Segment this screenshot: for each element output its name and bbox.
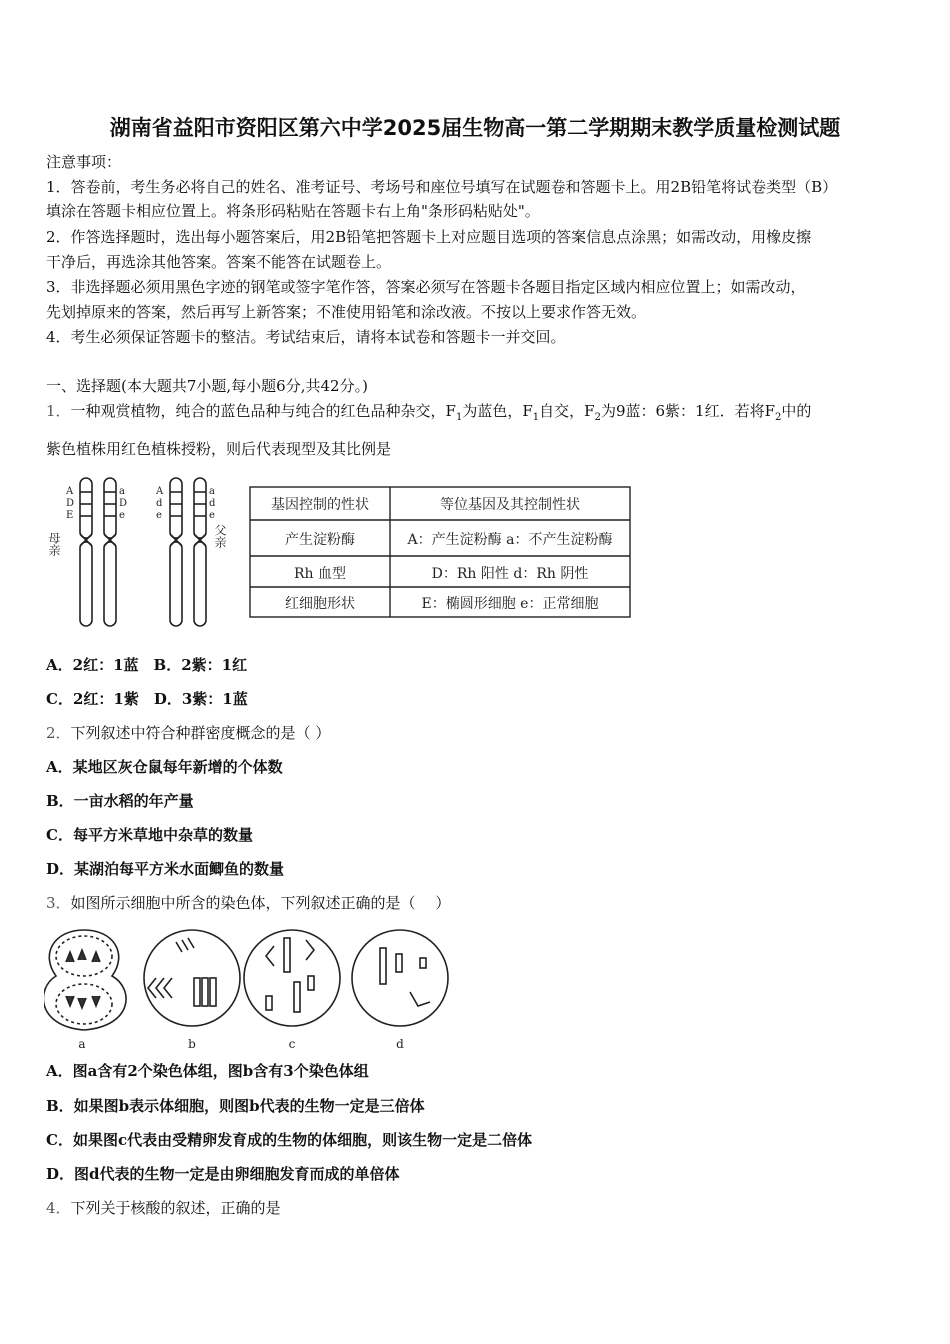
notice-line: 2．作答选择题时，选出每小题答案后，用2B铅笔把答题卡上对应题目选项的答案信息点涂黑；如需改动，用橡皮擦: [46, 228, 812, 246]
allele-label: E: [66, 510, 74, 521]
father-label: 父亲: [213, 524, 227, 548]
table-header: 等位基因及其控制性状: [440, 497, 580, 513]
figure-label: c: [288, 1037, 296, 1051]
q1-option-line: C．2红：1紫 D．3紫：1蓝: [46, 690, 248, 708]
notice-line: 4．考生必须保证答题卡的整洁。考试结束后，请将本试卷和答题卡一并交回。: [46, 328, 566, 346]
question-number: 1．: [46, 402, 71, 420]
q2-option: D．某湖泊每平方米水面鲫鱼的数量: [46, 860, 285, 878]
cell-b: [144, 930, 240, 1026]
q2-option: A．某地区灰仓鼠每年新增的个体数: [46, 758, 283, 776]
notice-line: 填涂在答题卡相应位置上。将条形码粘贴在答题卡右上角"条形码粘贴处"。: [46, 202, 540, 220]
question-number: 4．: [46, 1199, 71, 1217]
allele-label: A: [66, 486, 74, 497]
q3-cell-figures: [44, 926, 454, 1052]
cell-c: [244, 930, 340, 1026]
q1-figure: [46, 472, 636, 628]
figure-label: a: [78, 1037, 86, 1051]
question-3-text: 3．如图所示细胞中所含的染色体，下列叙述正确的是（ ）: [46, 894, 451, 912]
cell-d: [352, 930, 448, 1026]
table-cell: A：产生淀粉酶 a：不产生淀粉酶: [407, 532, 613, 548]
father-chromosomes: [170, 478, 206, 626]
question-1-text-line2: 紫色植株用红色植株授粉，则后代表现型及其比例是: [46, 440, 392, 458]
q3-option: D．图d代表的生物一定是由卵细胞发育而成的单倍体: [46, 1165, 400, 1183]
table-cell: Rh 血型: [293, 566, 347, 582]
allele-label: d: [156, 498, 163, 509]
mother-chromosomes: [80, 478, 116, 626]
q2-option: C．每平方米草地中杂草的数量: [46, 826, 253, 844]
mother-label: 母亲: [47, 532, 61, 556]
table-cell: D：Rh 阳性 d：Rh 阴性: [431, 566, 589, 582]
table-cell: 红细胞形状: [285, 596, 355, 612]
question-2-text: 2．下列叙述中符合种群密度概念的是（ ）: [46, 724, 331, 742]
question-number: 2．: [46, 724, 71, 742]
q3-option: A．图a含有2个染色体组，图b含有3个染色体组: [46, 1062, 369, 1080]
table-cell: 产生淀粉酶: [285, 532, 355, 548]
question-1-text: 1．一种观赏植物，纯合的蓝色品种与纯合的红色品种杂交，$F_1$为蓝色，$F_1$自交，$F_2$为9蓝：6紫：1红．若将$F_2$中的: [46, 402, 812, 423]
figure-label: b: [188, 1037, 196, 1051]
notice-heading: 注意事项：: [46, 153, 122, 171]
exam-title: 湖南省益阳市资阳区第六中学2025届生物高一第二学期期末教学质量检测试题: [109, 116, 841, 140]
allele-label: a: [209, 486, 215, 497]
allele-label: e: [209, 510, 215, 521]
table-header: 基因控制的性状: [271, 497, 369, 513]
allele-label: e: [156, 510, 162, 521]
allele-label: D: [66, 498, 75, 509]
notice-line: 干净后，再选涂其他答案。答案不能答在试题卷上。: [46, 253, 392, 271]
figure-label: d: [396, 1037, 404, 1051]
notice-line: 3．非选择题必须用黑色字迹的钢笔或签字笔作答，答案必须写在答题卡各题目指定区域内相应位置上；如需改动，: [46, 278, 806, 296]
q2-option: B．一亩水稻的年产量: [46, 792, 194, 810]
question-number: 3．: [46, 894, 71, 912]
question-4-text: 4．下列关于核酸的叙述，正确的是: [46, 1199, 281, 1217]
allele-label: e: [119, 510, 125, 521]
q1-option-line: A．2红：1蓝 B．2紫：1红: [46, 656, 248, 674]
q3-option: C．如果图c代表由受精卵发育成的生物的体细胞，则该生物一定是二倍体: [46, 1131, 533, 1149]
table-cell: E：椭圆形细胞 e：正常细胞: [421, 596, 599, 612]
section-heading: 一、选择题(本大题共7小题,每小题6分,共42分。): [46, 377, 368, 395]
cell-a: [44, 930, 126, 1030]
allele-label: A: [156, 486, 164, 497]
notice-line: 1．答卷前，考生务必将自己的姓名、准考证号、考场号和座位号填写在试题卷和答题卡上。用2B铅笔将试卷类型（B）: [46, 178, 838, 196]
allele-label: a: [119, 486, 125, 497]
allele-label: d: [209, 498, 216, 509]
q3-option: B．如果图b表示体细胞，则图b代表的生物一定是三倍体: [46, 1097, 425, 1115]
allele-label: D: [119, 498, 128, 509]
notice-line: 先划掉原来的答案，然后再写上新答案；不准使用铅笔和涂改液。不按以上要求作答无效。: [46, 303, 647, 321]
